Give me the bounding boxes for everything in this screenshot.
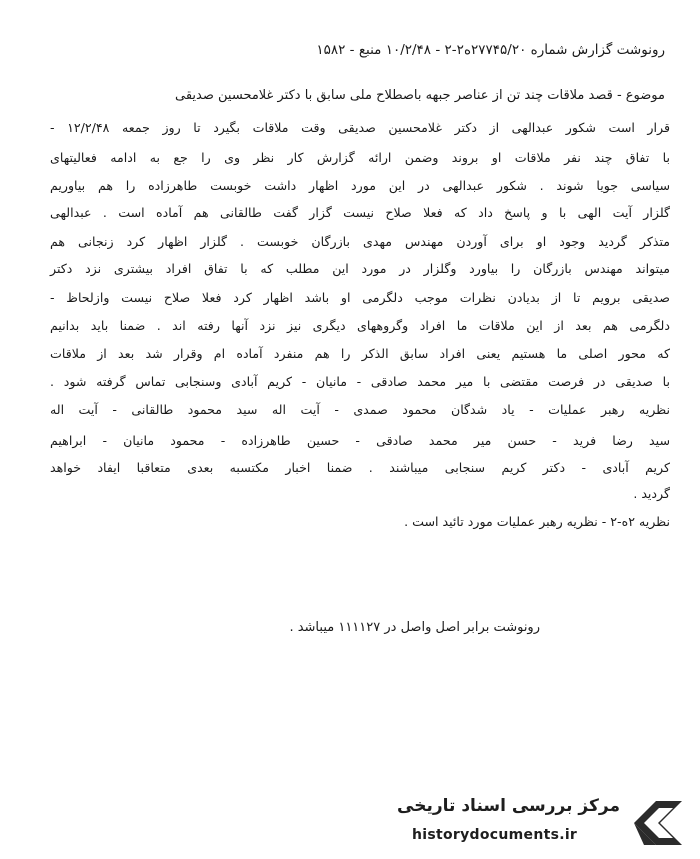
body-line: که محور اصلی ما هستیم یعنی افراد سابق الذکر را هم منفرد آماده ام وقرار شد بعد از ملاقات — [50, 346, 670, 361]
archive-url: historydocuments.ir — [412, 827, 578, 843]
body-line: سیاسی جویا شوند . شکور عبدالهی در این مورد اظهار داشت خوبست طاهرزاده را هم بیاوریم — [50, 178, 670, 193]
body-line: میتواند مهندس بازرگان را بیاورد وگلزار در مورد این مطلب که با تفاق افراد بیشتری نزد دکتر — [50, 261, 670, 276]
body-line: کریم آبادی - دکتر کریم سنجابی میباشند . ضمنا اخبار مکتسبه بعدی متعاقبا ایفاد خواهد — [50, 460, 670, 475]
certified-copy-note: رونوشت برابر اصل واصل در ۱۱۱۱۲۷ میباشد . — [289, 620, 540, 635]
book-emblem-icon — [626, 793, 690, 853]
body-line: سید رضا فرید - حسن میر محمد صادقی - حسین طاهرزاده - محمود مانیان - ابراهیم — [50, 433, 670, 448]
body-line: با صدیقی در فرصت مقتضی با میر محمد صادقی - مانیان - کریم آبادی وسنجابی تماس گرفته شود . — [50, 374, 670, 389]
report-subject: موضوع - قصد ملاقات چند تن از عناصر جبهه باصطلاح ملی سابق با دکتر غلامحسین صدیقی — [175, 88, 665, 103]
body-line: با تفاق چند نفر ملاقات او بروند وضمن ارائه گزارش کار نظر وی را جع به ادامه فعالیتهای — [50, 150, 670, 165]
body-line: قرار است شکور عبدالهی از دکتر غلامحسین صدیقی وقت ملاقات بگیرد تا روز جمعه ۱۲/۲/۴۸ - — [50, 120, 670, 135]
body-line: نظریه رهبر عملیات - یاد شدگان محمود صمدی - آیت اله سید محمود طالقانی - آیت اله — [50, 402, 670, 417]
archive-watermark-logo — [397, 793, 692, 855]
body-line: صدیقی برویم تا از بدیادن نظرات موجب دلگرمی او باشد اظهار کرد فعلا صلاح نیست وازلحاظ - — [50, 290, 670, 305]
body-line: متذکر گردید وجود او برای آوردن مهندس مهدی بازرگان خوبست . گلزار اظهار کرد زنجانی هم — [50, 234, 670, 249]
body-line: دلگرمی هم بعد از این ملاقات ما افراد وگروههای دیگری نیز نزد آنها رفته اند . ضمنا باید بدانیم — [50, 318, 670, 333]
body-line: گردید . — [633, 486, 670, 501]
archive-name: مرکز بررسی اسناد تاریخی — [397, 796, 620, 816]
body-line: گلزار آیت الهی با و پاسخ داد که فعلا صلاح نیست گزار گفت طالقانی هم آماده است . عبدالهی — [50, 205, 670, 220]
body-line: نظریه ۲ه-۲ - نظریه رهبر عملیات مورد تائید است . — [404, 514, 670, 529]
report-reference-header: رونوشت گزارش شماره ۲۷۷۴۵/۲۰ه۲-۲ - ۱۰/۲/۴۸ منبع - ۱۵۸۲ — [316, 42, 665, 58]
